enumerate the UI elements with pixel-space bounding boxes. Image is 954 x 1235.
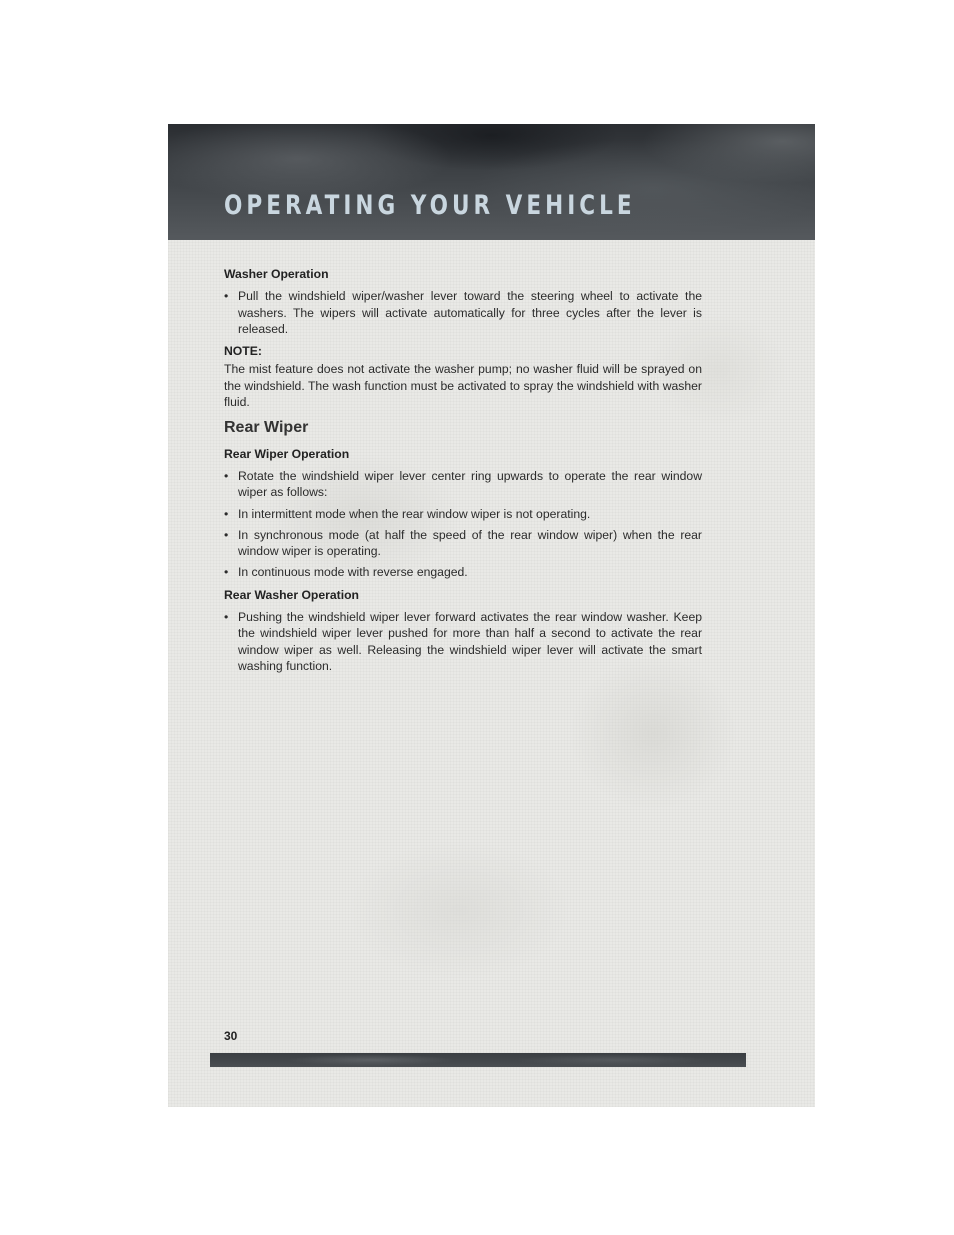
footer-bar <box>210 1053 746 1067</box>
manual-page <box>168 124 815 1107</box>
list-item: • Pushing the windshield wiper lever forward activates the rear window washer. Keep the windshield wiper lever pushed for more than half a second to activate the rear window wiper as well. Releasing the windshield wiper lever will activate the smart washing function. <box>224 610 702 673</box>
rear-washer-bullets <box>224 609 702 674</box>
note-label: NOTE: <box>224 344 262 359</box>
note-text: The mist feature does not activate the washer pump; no washer fluid will be sprayed on the windshield. The wash function must be activated to spray the windshield with washer fluid. <box>224 362 702 410</box>
rear-wiper-operation-subhead: Rear Wiper Operation <box>224 446 350 461</box>
rear-wiper-heading: Rear Wiper <box>224 419 309 437</box>
washer-bullets <box>224 288 702 337</box>
page-title: OPERATING YOUR VEHICLE <box>224 190 636 221</box>
bullet-icon: • <box>224 468 229 483</box>
list-item: • Rotate the windshield wiper lever center ring upwards to operate the rear window wiper as follows: <box>224 468 702 500</box>
bullet-icon: • <box>224 289 229 304</box>
bullet-icon: • <box>224 610 229 625</box>
bullet-icon: • <box>224 527 229 542</box>
list-item: • In continuous mode with reverse engaged. <box>224 565 468 580</box>
rear-wiper-bullets <box>224 468 702 581</box>
rear-washer-operation-subhead: Rear Washer Operation <box>224 587 360 602</box>
list-item: • In synchronous mode (at half the speed of the rear window wiper) when the rear window wiper is operating. <box>224 527 702 559</box>
washer-operation-subhead: Washer Operation <box>224 267 329 281</box>
header-band <box>168 124 815 240</box>
list-item: • In intermittent mode when the rear window wiper is not operating. <box>224 506 591 521</box>
bullet-icon: • <box>224 565 229 580</box>
content <box>224 266 702 680</box>
list-item: • Pull the windshield wiper/washer lever toward the steering wheel to activate the washers. The wipers will activate automatically for three cycles after the lever is released. <box>224 289 702 336</box>
page-number: 30 <box>224 1029 238 1043</box>
bullet-icon: • <box>224 506 229 521</box>
